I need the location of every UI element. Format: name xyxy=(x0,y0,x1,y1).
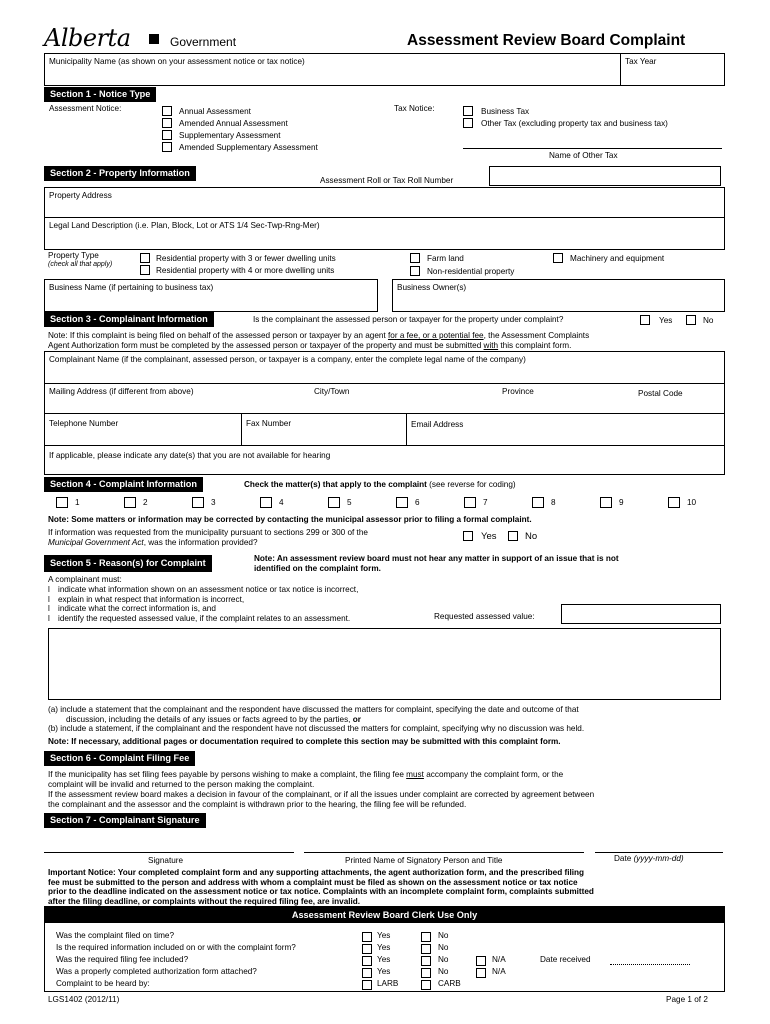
clerk-no-checkbox[interactable] xyxy=(421,932,431,942)
alberta-logo xyxy=(44,24,184,52)
info-no-checkbox[interactable] xyxy=(508,531,518,541)
email-field[interactable] xyxy=(406,413,725,446)
larb-label: LARB xyxy=(377,979,399,988)
matter-5-checkbox[interactable] xyxy=(328,497,340,508)
annual-assessment-label: Annual Assessment xyxy=(179,107,251,116)
province-label[interactable]: Province xyxy=(502,387,534,396)
clerk-question: Is the required information included on or with the complaint form? xyxy=(56,943,296,952)
matter-8-label: 8 xyxy=(551,498,556,507)
section-4-header: Section 4 - Complaint Information xyxy=(44,477,203,492)
clerk-no-checkbox[interactable] xyxy=(421,956,431,966)
clerk-question: Was the required filing fee included? xyxy=(56,955,189,964)
important-line: after the filing deadline, or complaints without the required filing fee, are invalid. xyxy=(48,896,361,906)
matters-instruction-bold: Check the matter(s) that apply to the complaint xyxy=(244,480,427,489)
agent-note xyxy=(48,331,589,351)
farm-land-checkbox[interactable] xyxy=(410,253,420,263)
amended-annual-checkbox[interactable] xyxy=(162,118,172,128)
property-address-label: Property Address xyxy=(49,191,112,200)
business-tax-checkbox[interactable] xyxy=(463,106,473,116)
matter-3-label: 3 xyxy=(211,498,216,507)
form-code: LGS1402 (2012/11) xyxy=(48,995,120,1004)
business-name-field[interactable] xyxy=(44,279,378,312)
clerk-no-label: No xyxy=(438,967,449,976)
property-type-note: (check all that apply) xyxy=(48,261,113,268)
tax-year-label: Tax Year xyxy=(625,57,657,66)
annual-assessment-checkbox[interactable] xyxy=(162,106,172,116)
section-6-header: Section 6 - Complaint Filing Fee xyxy=(44,751,195,766)
alberta-wordmark: Alberta xyxy=(44,24,131,52)
business-owners-label: Business Owner(s) xyxy=(397,283,467,292)
info-request-question xyxy=(48,528,368,548)
must-item: indicate what information shown on an assessment notice or tax notice is incorrect, xyxy=(58,585,359,594)
property-type-label: Property Type xyxy=(48,251,99,260)
clerk-na-checkbox[interactable] xyxy=(476,968,486,978)
agent-note-part: Agent Authorization form must be completed by the assessed person or taxpayer of the property and must be submitted xyxy=(48,341,484,350)
clerk-yes-label: Yes xyxy=(377,967,391,976)
email-label: Email Address xyxy=(411,420,464,429)
carb-label: CARB xyxy=(438,979,461,988)
form-title: Assessment Review Board Complaint xyxy=(407,32,686,49)
other-tax-name-label: Name of Other Tax xyxy=(549,151,618,160)
clerk-no-label: No xyxy=(438,955,449,964)
phone-label: Telephone Number xyxy=(49,419,119,428)
residential-4-label: Residential property with 4 or more dwelling units xyxy=(156,266,335,275)
complainant-must-label: A complainant must: xyxy=(48,575,122,584)
matters-instruction-rest: (see reverse for coding) xyxy=(426,480,516,489)
alberta-flag-mark xyxy=(149,34,159,44)
important-line: prior to the deadline indicated on the assessment notice or tax notice. Complaints with an incomplete complaint form, complaints submitted xyxy=(48,887,594,897)
supplementary-label: Supplementary Assessment xyxy=(179,131,281,140)
mga-italic: Municipal Government Act xyxy=(48,538,144,547)
filing-fee-line: accompany the complaint form, or the xyxy=(423,770,564,779)
agent-note-underline: with xyxy=(483,341,499,350)
signature-line[interactable] xyxy=(44,852,294,853)
printed-name-label: Printed Name of Signatory Person and Title xyxy=(345,856,503,865)
complainant-name-label: Complainant Name (if the complainant, assessed person, or taxpayer is a company, enter the complete legal name of the company) xyxy=(49,355,526,364)
machinery-checkbox[interactable] xyxy=(553,253,563,263)
clerk-header xyxy=(45,907,724,923)
section-3-header: Section 3 - Complainant Information xyxy=(44,312,214,327)
filing-fee-line: complaint will be invalid and returned to the person making the complaint. xyxy=(48,780,315,789)
section-2-header: Section 2 - Property Information xyxy=(44,166,196,181)
requested-value-field[interactable] xyxy=(561,604,721,624)
larb-checkbox[interactable] xyxy=(362,980,372,990)
fax-label: Fax Number xyxy=(246,419,292,428)
matter-1-checkbox[interactable] xyxy=(56,497,68,508)
clerk-na-checkbox[interactable] xyxy=(476,956,486,966)
date-format: (yyyy-mm-dd) xyxy=(633,854,684,863)
business-tax-label: Business Tax xyxy=(481,107,530,116)
matter-8-checkbox[interactable] xyxy=(532,497,544,508)
amended-supplementary-checkbox[interactable] xyxy=(162,142,172,152)
phone-field[interactable] xyxy=(44,413,242,446)
info-request-text: If information was requested from the municipality pursuant to sections 299 or 300 of the xyxy=(48,528,368,537)
matter-6-checkbox[interactable] xyxy=(396,497,408,508)
section-5-note xyxy=(254,554,619,574)
date-line[interactable] xyxy=(595,852,723,853)
business-owners-field[interactable] xyxy=(392,279,725,312)
reasons-text-area[interactable] xyxy=(48,628,721,700)
matter-2-label: 2 xyxy=(143,498,148,507)
must-item-marker: l xyxy=(48,613,50,623)
date-received-label: Date received xyxy=(540,955,591,964)
printed-name-line[interactable] xyxy=(304,852,584,853)
complainant-yes-label: Yes xyxy=(659,316,673,325)
clerk-yes-label: Yes xyxy=(377,955,391,964)
matter-9-checkbox[interactable] xyxy=(600,497,612,508)
clerk-yes-label: Yes xyxy=(377,931,391,940)
must-item: indicate what the correct information is, and xyxy=(58,604,216,613)
clerk-yes-checkbox[interactable] xyxy=(362,932,372,942)
must-item-marker: l xyxy=(48,604,50,613)
filing-fee-line: If the assessment review board makes a decision in favour of the complainant, or if all the issues under complaint are corrected by agreement between xyxy=(48,790,595,799)
requested-value-label: Requested assessed value: xyxy=(434,612,535,621)
government-label: Government xyxy=(170,35,237,49)
section-5-header: Section 5 - Reason(s) for Complaint xyxy=(44,555,212,572)
date-label xyxy=(614,854,684,863)
roll-number-label: Assessment Roll or Tax Roll Number xyxy=(320,176,454,185)
farm-land-label: Farm land xyxy=(427,254,464,263)
agent-note-part: , the Assessment Complaints xyxy=(483,331,590,340)
page-number: Page 1 of 2 xyxy=(666,995,708,1004)
important-line: Important Notice: Your completed complaint form and any supporting attachments, the agent authorization form, and the prescribed filing xyxy=(48,868,585,877)
must-item-marker: l xyxy=(48,585,50,594)
tax-year-field[interactable] xyxy=(620,53,725,86)
section-5-note-line: identified on the complaint form. xyxy=(254,564,381,573)
matter-6-label: 6 xyxy=(415,498,420,507)
business-name-label: Business Name (if pertaining to business tax) xyxy=(49,283,214,292)
complainant-name-field[interactable] xyxy=(44,351,725,384)
city-label[interactable]: City/Town xyxy=(314,387,350,396)
residential-3-checkbox[interactable] xyxy=(140,253,150,263)
complainant-no-label: No xyxy=(703,316,714,325)
filing-fee-text xyxy=(48,770,594,810)
matter-1-label: 1 xyxy=(75,498,80,507)
info-request-text: , was the information provided? xyxy=(143,538,258,547)
fax-field[interactable] xyxy=(241,413,407,446)
clerk-question: Was the complaint filed on time? xyxy=(56,931,175,940)
statement-a-line: discussion, including the details of any issues or facts agreed to by the parties, xyxy=(66,714,353,724)
legal-description-label: Legal Land Description (i.e. Plan, Block, Lot or ATS 1/4 Sec-Twp-Rng-Mer) xyxy=(49,221,320,230)
clerk-na-label: N/A xyxy=(492,967,506,976)
hearing-dates-label: If applicable, please indicate any date(s) that you are not available for hearing xyxy=(49,451,331,460)
amended-supplementary-label: Amended Supplementary Assessment xyxy=(179,143,318,152)
machinery-label: Machinery and equipment xyxy=(570,254,665,263)
agent-note-underline: for a fee, or a potential fee xyxy=(388,331,484,340)
must-item-marker: l xyxy=(48,594,50,604)
other-tax-label: Other Tax (excluding property tax and business tax) xyxy=(481,119,668,128)
property-address-field[interactable] xyxy=(44,187,725,218)
important-line: fee must be submitted to the person and address with whom a complaint must be filed as shown on the assessment notice or tax notice xyxy=(48,877,578,887)
matter-4-checkbox[interactable] xyxy=(260,497,272,508)
clerk-yes-checkbox[interactable] xyxy=(362,968,372,978)
clerk-yes-checkbox[interactable] xyxy=(362,944,372,954)
section-5-note-2: Note: If necessary, additional pages or documentation required to complete this section may be submitted with this complaint form. xyxy=(48,737,561,746)
municipality-field[interactable] xyxy=(44,53,621,86)
section-5-note-line: Note: An assessment review board must not hear any matter in support of an issue that is not xyxy=(254,554,619,563)
statement-a xyxy=(48,705,579,724)
residential-4-checkbox[interactable] xyxy=(140,265,150,275)
matter-3-checkbox[interactable] xyxy=(192,497,204,508)
clerk-no-checkbox[interactable] xyxy=(421,944,431,954)
matter-10-checkbox[interactable] xyxy=(668,497,680,508)
mailing-address-row xyxy=(44,383,725,414)
filing-fee-must: must xyxy=(406,770,424,779)
complainant-no-checkbox[interactable] xyxy=(686,315,696,325)
info-yes-checkbox[interactable] xyxy=(463,531,473,541)
mailing-address-label[interactable]: Mailing Address (if different from above) xyxy=(49,387,194,396)
matter-9-label: 9 xyxy=(619,498,624,507)
statement-a-line: (a) include a statement that the complainant and the respondent have discussed the matters for complaint, specifying the date and outcome of that xyxy=(48,705,579,714)
clerk-no-label: No xyxy=(438,943,449,952)
clerk-yes-checkbox[interactable] xyxy=(362,956,372,966)
statement-or: or xyxy=(352,714,361,724)
statement-b: (b) include a statement, if the complainant and the respondent have not discussed the matters for complaint, specifying why no discussion was held. xyxy=(48,724,585,733)
clerk-no-checkbox[interactable] xyxy=(421,968,431,978)
matter-7-label: 7 xyxy=(483,498,488,507)
complainant-yes-checkbox[interactable] xyxy=(640,315,650,325)
matter-4-label: 4 xyxy=(279,498,284,507)
date-received-line[interactable] xyxy=(610,964,690,965)
assessment-notice-label: Assessment Notice: xyxy=(49,104,122,113)
matter-2-checkbox[interactable] xyxy=(124,497,136,508)
filing-fee-line: the complainant and the assessor and the complaint is withdrawn prior to the hearing, the filing fee will be refunded. xyxy=(48,800,467,809)
carb-checkbox[interactable] xyxy=(421,980,431,990)
agent-note-part: this complaint form. xyxy=(498,341,572,350)
roll-number-field[interactable] xyxy=(489,166,721,186)
matter-10-label: 10 xyxy=(687,498,697,507)
hearing-dates-field[interactable] xyxy=(44,445,725,475)
important-notice xyxy=(48,868,594,906)
info-yes-label: Yes xyxy=(481,531,497,542)
clerk-yes-label: Yes xyxy=(377,943,391,952)
must-item: explain in what respect that information is incorrect, xyxy=(58,594,245,604)
section-1-header: Section 1 - Notice Type xyxy=(44,87,156,102)
clerk-no-label: No xyxy=(438,931,449,940)
non-residential-label: Non-residential property xyxy=(427,267,515,276)
municipality-label: Municipality Name (as shown on your assessment notice or tax notice) xyxy=(49,57,305,66)
clerk-title: Assessment Review Board Clerk Use Only xyxy=(291,910,478,920)
matter-7-checkbox[interactable] xyxy=(464,497,476,508)
matters-instruction xyxy=(244,480,516,489)
supplementary-checkbox[interactable] xyxy=(162,130,172,140)
clerk-question: Was a properly completed authorization form attached? xyxy=(56,967,257,976)
matter-5-label: 5 xyxy=(347,498,352,507)
tax-notice-label: Tax Notice: xyxy=(394,104,435,113)
other-tax-checkbox[interactable] xyxy=(463,118,473,128)
signature-label: Signature xyxy=(148,856,184,865)
must-item: identify the requested assessed value, if the complaint relates to an assessment. xyxy=(58,613,351,623)
section-7-header: Section 7 - Complainant Signature xyxy=(44,813,206,828)
filing-fee-line: If the municipality has set filing fees payable by persons wishing to make a complaint, the filing fee xyxy=(48,770,407,779)
clerk-na-label: N/A xyxy=(492,955,506,964)
amended-annual-label: Amended Annual Assessment xyxy=(179,119,288,128)
section-4-note: Note: Some matters or information may be corrected by contacting the municipal assessor prior to filing a formal complaint. xyxy=(48,515,532,524)
date-label-text: Date xyxy=(614,854,634,863)
complainant-question: Is the complainant the assessed person or taxpayer for the property under complaint? xyxy=(253,315,564,324)
agent-note-part: Note: If this complaint is being filed on behalf of the assessed person or taxpayer by an agent xyxy=(48,331,388,340)
non-residential-checkbox[interactable] xyxy=(410,266,420,276)
info-no-label: No xyxy=(525,531,538,542)
postal-code-label[interactable]: Postal Code xyxy=(638,389,683,398)
legal-description-field[interactable] xyxy=(44,217,725,250)
clerk-question: Complaint to be heard by: xyxy=(56,979,150,988)
residential-3-label: Residential property with 3 or fewer dwelling units xyxy=(156,254,336,263)
other-tax-name-line[interactable] xyxy=(463,148,722,149)
